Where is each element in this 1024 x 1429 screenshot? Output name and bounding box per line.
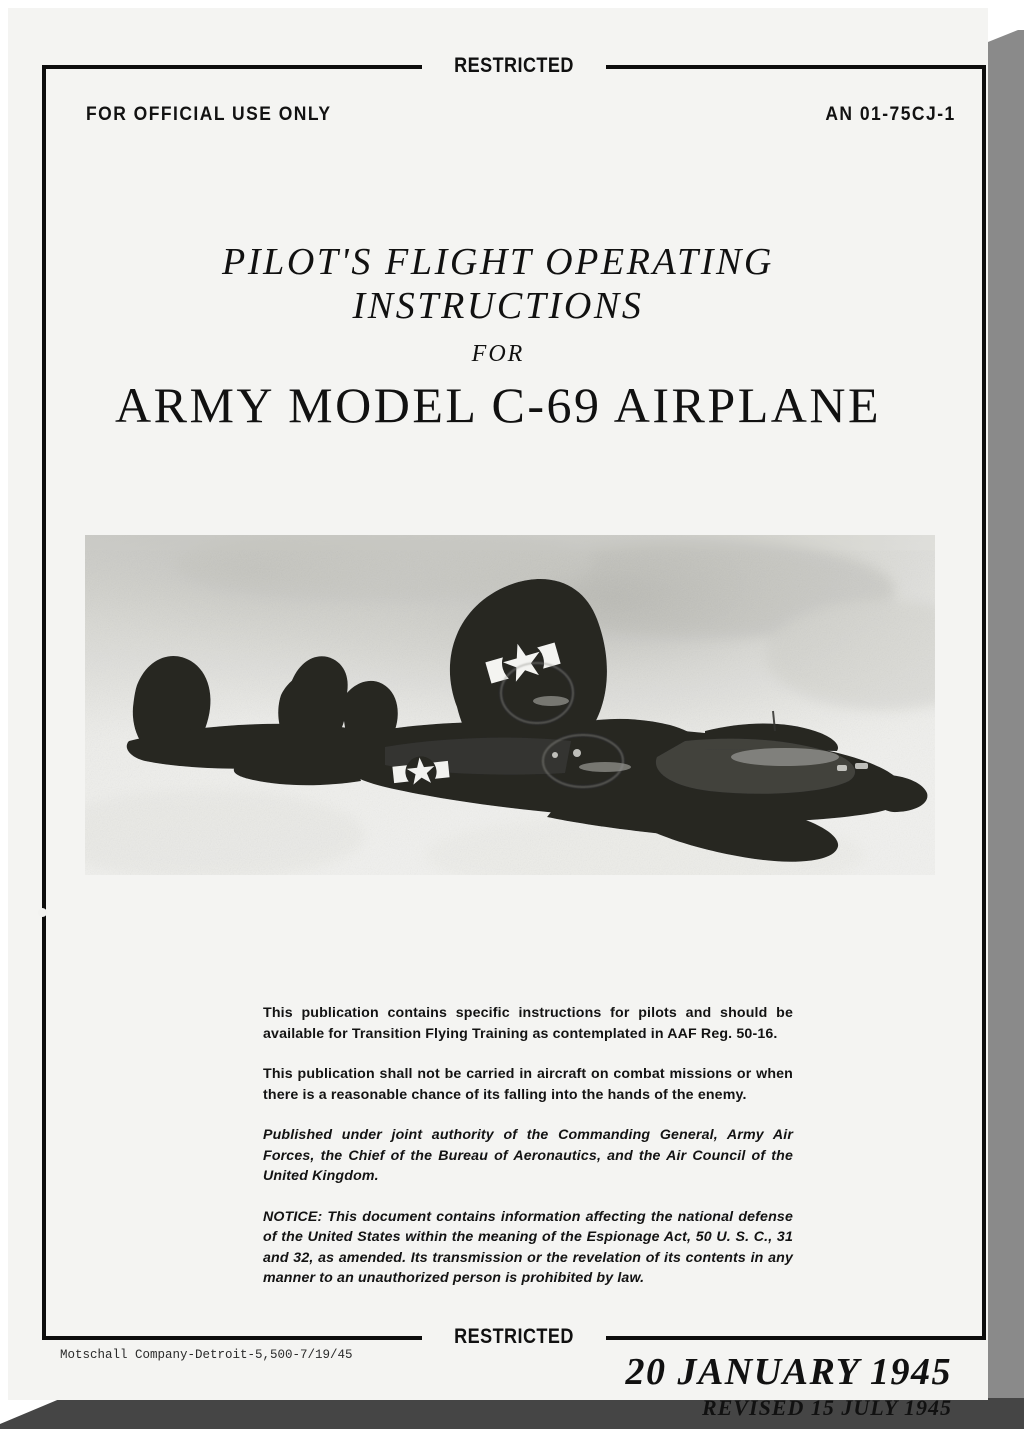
date-block: [625, 1351, 952, 1421]
revision-date: REVISED 15 JULY 1945: [701, 1395, 952, 1420]
title-model-line: ARMY MODEL C-69 AIRPLANE: [114, 377, 882, 433]
cover-page: [8, 8, 988, 1420]
header-row: [86, 104, 956, 126]
scan-artifact-nick: [38, 908, 47, 917]
notice-block: [263, 1003, 793, 1289]
aircraft-photo-svg: [85, 535, 935, 875]
classification-banner-bottom: RESTRICTED: [454, 1325, 574, 1348]
notice-paragraph-1: This publication contains specific instructions for pilots and should be available for Transition Flying Training as contemplated in AAF Reg. 50-16.: [263, 1005, 793, 1042]
frame-rule-top-right: [606, 65, 986, 69]
classification-banner-top: RESTRICTED: [454, 54, 574, 77]
title-line-1: PILOT'S FLIGHT OPERATING: [222, 241, 774, 283]
title-block: [8, 240, 988, 434]
frame-rule-bottom-left: [42, 1336, 422, 1340]
page-shadow-right: [988, 30, 1024, 1429]
frame-rule-bottom-right: [606, 1336, 986, 1340]
notice-paragraph-2: This publication shall not be carried in aircraft on combat missions or when there is a reasonable chance of its falling into the hands of the enemy.: [263, 1066, 793, 1103]
printer-imprint: Motschall Company-Detroit-5,500-7/19/45: [60, 1348, 353, 1362]
page-shadow-corner: [986, 1398, 1024, 1429]
official-use-statement: FOR OFFICIAL USE ONLY: [86, 104, 332, 125]
aircraft-photograph: [85, 535, 935, 875]
title-connector: FOR: [471, 341, 525, 367]
title-line-2: INSTRUCTIONS: [352, 285, 644, 327]
notice-paragraph-espionage: NOTICE: This document contains information affecting the national defense of the United States within the meaning of the Espionage Act, 50 U. S. C., 31 and 32, as amended. Its transmission or the revelation of its contents in any manner to an unauthorized person is prohibited by law.: [263, 1208, 793, 1286]
notice-paragraph-authority: Published under joint authority of the Commanding General, Army Air Forces, the Chief of the Bureau of Aeronautics, and the Air Council of the United Kingdom.: [263, 1127, 793, 1184]
frame-rule-top-left: [42, 65, 422, 69]
publication-number: AN 01-75CJ-1: [825, 104, 956, 125]
publication-date: 20 JANUARY 1945: [625, 1351, 952, 1393]
